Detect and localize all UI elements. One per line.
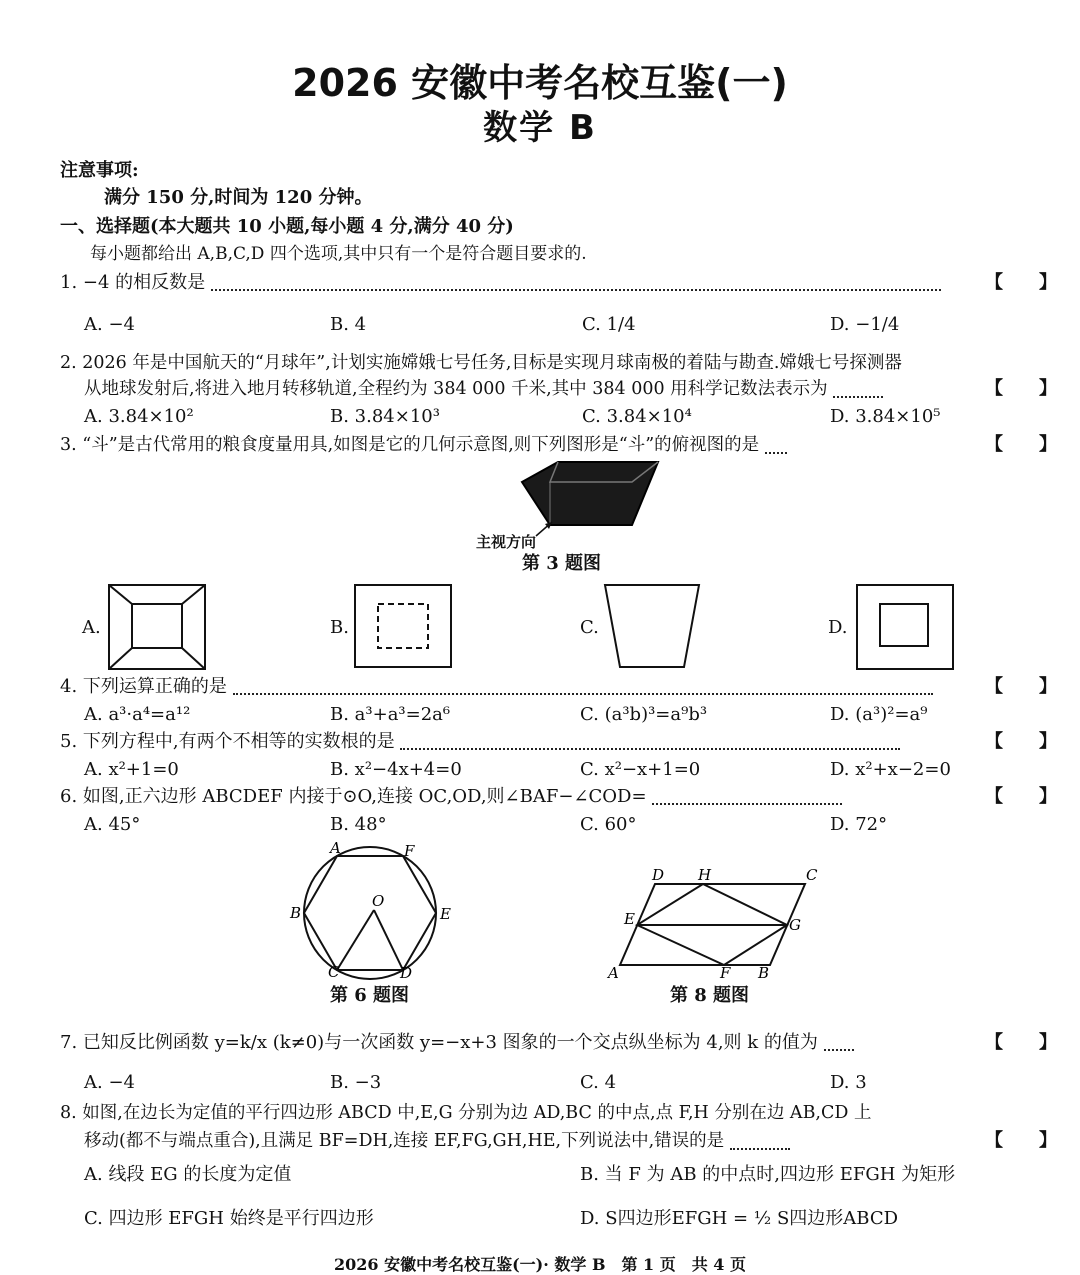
q2-stem-line2: 从地球发射后,将进入地月转移轨道,全程约为 384 000 千米,其中 384 000 用科学记数法表示为: [84, 378, 883, 400]
q3-option-c-figure: [604, 584, 700, 668]
hex-label-d: D: [400, 964, 413, 982]
q6-figure-caption: 第 6 题图: [330, 985, 410, 1006]
q3-option-a-figure: [108, 584, 206, 670]
q7-option-c: C. 4: [580, 1072, 617, 1093]
q1-option-a: A. −4: [84, 314, 135, 335]
hex-label-e: E: [440, 905, 451, 923]
q6-option-c: C. 60°: [580, 814, 637, 835]
q3-stem: 3. “斗”是古代常用的粮食度量用具,如图是它的几何示意图,则下列图形是“斗”的俯视图的是: [60, 434, 787, 456]
q8-option-a: A. 线段 EG 的长度为定值: [84, 1164, 292, 1185]
q4-option-d: D. (a³)²=a⁹: [830, 704, 928, 725]
para-label-g: G: [789, 916, 801, 934]
q5-stem: 5. 下列方程中,有两个不相等的实数根的是: [60, 731, 900, 753]
q1-bracket: 【 】: [985, 272, 1057, 293]
q2-option-a: A. 3.84×10²: [84, 406, 194, 427]
exam-title: 2026 安徽中考名校互鉴(一): [292, 61, 788, 105]
q8-stem-line1: 8. 如图,在边长为定值的平行四边形 ABCD 中,E,G 分别为边 AD,BC 的中点,点 F,H 分别在边 AB,CD 上: [60, 1103, 872, 1123]
q7-option-d: D. 3: [830, 1072, 867, 1093]
q8-option-d: D. S四边形EFGH = ½ S四边形ABCD: [580, 1208, 899, 1229]
q3-option-b-figure: [354, 584, 452, 668]
q8-figure-caption: 第 8 题图: [670, 985, 750, 1006]
hexagon-figure: [290, 840, 460, 985]
para-label-d: D: [652, 866, 665, 884]
q3-option-d-figure: [856, 584, 954, 670]
q4-bracket: 【 】: [985, 676, 1057, 697]
q1-option-c: C. 1/4: [582, 314, 636, 335]
view-direction-label: 主视方向: [476, 533, 537, 551]
notice-text: 满分 150 分,时间为 120 分钟。: [104, 187, 373, 208]
q1-option-d: D. −1/4: [830, 314, 900, 335]
q2-option-d: D. 3.84×10⁵: [830, 406, 941, 427]
q3-figure-caption: 第 3 题图: [522, 553, 602, 574]
q7-stem: 7. 已知反比例函数 y=k/x (k≠0)与一次函数 y=−x+3 图象的一个交点纵坐标为 4,则 k 的值为: [60, 1032, 854, 1054]
para-label-h: H: [698, 866, 712, 884]
q3-option-c-label: C.: [580, 617, 599, 638]
q6-option-a: A. 45°: [84, 814, 141, 835]
q4-option-c: C. (a³b)³=a⁹b³: [580, 704, 708, 725]
q5-option-a: A. x²+1=0: [84, 759, 179, 780]
para-label-c: C: [806, 866, 818, 884]
q2-option-c: C. 3.84×10⁴: [582, 406, 692, 427]
q5-option-c: C. x²−x+1=0: [580, 759, 701, 780]
hex-label-b: B: [290, 904, 302, 922]
para-label-f: F: [720, 964, 731, 982]
page-footer: 2026 安徽中考名校互鉴(一)· 数学 B 第 1 页 共 4 页: [333, 1255, 747, 1274]
hex-label-a: A: [330, 839, 341, 857]
q5-option-b: B. x²−4x+4=0: [330, 759, 462, 780]
para-label-a: A: [608, 964, 619, 982]
hex-label-c: C: [328, 963, 340, 981]
para-label-b: B: [758, 964, 770, 982]
q1-option-b: B. 4: [330, 314, 367, 335]
q8-bracket: 【 】: [985, 1130, 1057, 1151]
section-desc: 每小题都给出 A,B,C,D 四个选项,其中只有一个是符合题目要求的.: [90, 244, 587, 264]
section-title: 一、选择题(本大题共 10 小题,每小题 4 分,满分 40 分): [60, 216, 514, 237]
q5-bracket: 【 】: [985, 731, 1057, 752]
hex-label-f: F: [404, 842, 415, 860]
q2-stem-line1: 2. 2026 年是中国航天的“月球年”,计划实施嫦娥七号任务,目标是实现月球南极的着陆与勘查.嫦娥七号探测器: [60, 353, 902, 373]
q7-bracket: 【 】: [985, 1032, 1057, 1053]
q6-option-d: D. 72°: [830, 814, 888, 835]
parallelogram-figure: [600, 862, 830, 982]
q8-option-b: B. 当 F 为 AB 的中点时,四边形 EFGH 为矩形: [580, 1164, 956, 1185]
q6-stem: 6. 如图,正六边形 ABCDEF 内接于⊙O,连接 OC,OD,则∠BAF−∠COD=: [60, 786, 842, 808]
q4-stem: 4. 下列运算正确的是: [60, 676, 933, 698]
notice-label: 注意事项:: [60, 160, 139, 181]
q2-option-b: B. 3.84×10³: [330, 406, 440, 427]
exam-subtitle: 数学 B: [483, 108, 597, 148]
q6-option-b: B. 48°: [330, 814, 387, 835]
q3-option-a-label: A.: [82, 617, 101, 638]
q4-option-b: B. a³+a³=2a⁶: [330, 704, 451, 725]
q1-stem: 1. −4 的相反数是: [60, 272, 941, 294]
q5-option-d: D. x²+x−2=0: [830, 759, 951, 780]
hex-label-o: O: [372, 892, 385, 910]
q7-option-b: B. −3: [330, 1072, 382, 1093]
view-direction-arrow-icon: [536, 520, 556, 540]
q3-option-d-label: D.: [828, 617, 848, 638]
q6-bracket: 【 】: [985, 786, 1057, 807]
q4-option-a: A. a³·a⁴=a¹²: [84, 704, 191, 725]
q3-option-b-label: B.: [330, 617, 349, 638]
para-label-e: E: [624, 910, 635, 928]
q7-option-a: A. −4: [84, 1072, 135, 1093]
q2-bracket: 【 】: [985, 378, 1057, 399]
q3-bracket: 【 】: [985, 434, 1057, 455]
q8-stem-line2: 移动(都不与端点重合),且满足 BF=DH,连接 EF,FG,GH,HE,下列说法中,错误的是: [84, 1130, 790, 1152]
q8-option-c: C. 四边形 EFGH 始终是平行四边形: [84, 1208, 374, 1229]
